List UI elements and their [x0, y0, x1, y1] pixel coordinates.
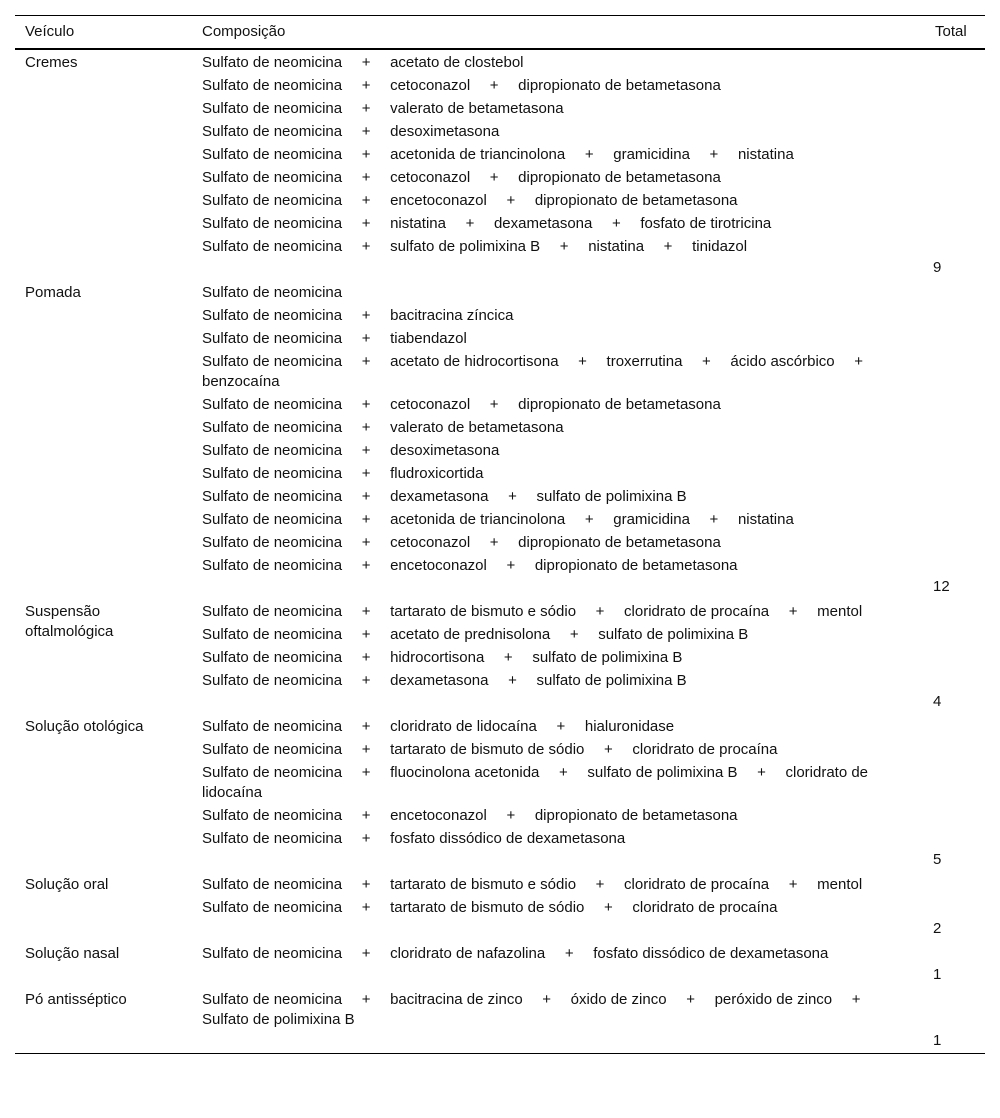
- ingredient: valerato de betametasona: [390, 100, 564, 117]
- ingredient: nistatina: [737, 146, 794, 163]
- ingredient: cetoconazol: [390, 169, 471, 186]
- plus-separator: +: [361, 146, 371, 163]
- plus-separator: +: [508, 672, 517, 689]
- ingredient: dexametasona: [390, 672, 489, 689]
- ingredient: sulfato de polimixina B: [587, 764, 738, 781]
- total-cell: 4: [933, 693, 942, 710]
- composition-line: [202, 53, 915, 73]
- plus-separator: +: [361, 557, 371, 574]
- ingredient: encetoconazol: [390, 807, 487, 824]
- ingredient: fluocinolona acetonida: [390, 764, 540, 781]
- ingredient: Sulfato de neomicina: [202, 146, 343, 163]
- ingredient: Sulfato de neomicina: [202, 123, 343, 140]
- table-row: [15, 872, 985, 941]
- composition-table: [15, 15, 985, 1054]
- plus-separator: +: [361, 718, 371, 735]
- ingredient: acetonida de triancinolona: [390, 146, 566, 163]
- plus-separator: +: [361, 54, 371, 71]
- plus-separator: +: [851, 991, 861, 1008]
- composition-cell: [192, 599, 925, 714]
- composition-line: [202, 717, 915, 737]
- ingredient: Sulfato de neomicina: [202, 557, 343, 574]
- composition-line: [202, 214, 915, 234]
- ingredient: Sulfato de neomicina: [202, 169, 343, 186]
- ingredient: Sulfato de neomicina: [202, 899, 343, 916]
- composition-line: [202, 806, 915, 826]
- ingredient: encetoconazol: [390, 557, 487, 574]
- plus-separator: +: [578, 353, 587, 370]
- plus-separator: +: [361, 603, 371, 620]
- plus-separator: +: [584, 146, 594, 163]
- vehicle-cell: Suspensão oftalmológica: [25, 603, 114, 640]
- plus-separator: +: [686, 991, 695, 1008]
- ingredient: fosfato de tirotricina: [640, 215, 772, 232]
- plus-separator: +: [489, 396, 499, 413]
- ingredient: hidrocortisona: [390, 649, 485, 666]
- ingredient: dexametasona: [493, 215, 593, 232]
- ingredient: encetoconazol: [390, 192, 487, 209]
- plus-separator: +: [506, 807, 516, 824]
- ingredient: fosfato dissódico de dexametasona: [390, 830, 626, 847]
- ingredient: cloridrato de nafazolina: [390, 945, 546, 962]
- ingredient: acetato de clostebol: [390, 54, 524, 71]
- table-row: [15, 714, 985, 872]
- plus-separator: +: [709, 146, 719, 163]
- ingredient: Sulfato de neomicina: [202, 764, 343, 781]
- ingredient: sulfato de polimixina B: [532, 649, 683, 666]
- ingredient: tartarato de bismuto e sódio: [390, 603, 577, 620]
- total-cell: 1: [933, 966, 942, 983]
- ingredient: acetato de prednisolona: [390, 626, 551, 643]
- composition-line: [202, 740, 915, 760]
- ingredient: gramicidina: [613, 511, 690, 528]
- ingredient: fludroxicortida: [390, 465, 484, 482]
- plus-separator: +: [595, 876, 605, 893]
- ingredient: cetoconazol: [390, 77, 471, 94]
- ingredient: bacitracina zíncica: [390, 307, 514, 324]
- plus-separator: +: [709, 511, 719, 528]
- plus-separator: +: [361, 672, 371, 689]
- ingredient: tartarato de bismuto de sódio: [390, 899, 585, 916]
- composition-cell: [192, 987, 925, 1054]
- composition-line: [202, 898, 915, 918]
- plus-separator: +: [854, 353, 864, 370]
- ingredient: Sulfato de neomicina: [202, 741, 343, 758]
- plus-separator: +: [788, 876, 798, 893]
- composition-cell: [192, 872, 925, 941]
- plus-separator: +: [361, 419, 371, 436]
- ingredient: desoximetasona: [390, 442, 500, 459]
- ingredient: cloridrato de procaína: [632, 741, 778, 758]
- composition-line: [202, 145, 915, 165]
- ingredient: ácido ascórbico: [730, 353, 835, 370]
- ingredient: dipropionato de betametasona: [518, 534, 721, 551]
- ingredient: sulfato de polimixina B: [536, 672, 687, 689]
- ingredient: dipropionato de betametasona: [518, 169, 721, 186]
- plus-separator: +: [542, 991, 552, 1008]
- ingredient: Sulfato de neomicina: [202, 353, 343, 370]
- plus-separator: +: [569, 626, 579, 643]
- ingredient: Sulfato de neomicina: [202, 238, 343, 255]
- ingredient: troxerrutina: [606, 353, 683, 370]
- plus-separator: +: [508, 488, 517, 505]
- ingredient: fosfato dissódico de dexametasona: [593, 945, 829, 962]
- ingredient: gramicidina: [613, 146, 690, 163]
- plus-separator: +: [361, 945, 371, 962]
- header-composition: Composição: [202, 23, 286, 40]
- ingredient: Sulfato de neomicina: [202, 534, 343, 551]
- table-row: [15, 280, 985, 599]
- ingredient: peróxido de zinco: [714, 991, 833, 1008]
- composition-line: [202, 648, 915, 668]
- composition-cell: [192, 280, 925, 599]
- plus-separator: +: [611, 215, 621, 232]
- plus-separator: +: [559, 238, 569, 255]
- ingredient: Sulfato de neomicina: [202, 330, 343, 347]
- ingredient: Sulfato de polimixina B: [202, 1011, 355, 1028]
- composition-cell: [192, 49, 925, 280]
- ingredient: Sulfato de neomicina: [202, 511, 343, 528]
- plus-separator: +: [506, 557, 516, 574]
- ingredient: cloridrato de procaína: [632, 899, 778, 916]
- plus-separator: +: [604, 741, 613, 758]
- plus-separator: +: [361, 396, 371, 413]
- plus-separator: +: [702, 353, 711, 370]
- composition-line: [202, 487, 915, 507]
- composition-line: [202, 464, 915, 484]
- ingredient: tiabendazol: [390, 330, 467, 347]
- vehicle-cell: Cremes: [25, 54, 78, 71]
- ingredient: valerato de betametasona: [390, 419, 564, 436]
- ingredient: Sulfato de neomicina: [202, 77, 343, 94]
- plus-separator: +: [361, 534, 371, 551]
- plus-separator: +: [489, 534, 499, 551]
- ingredient: dipropionato de betametasona: [534, 557, 738, 574]
- ingredient: tartarato de bismuto e sódio: [390, 876, 577, 893]
- composition-line: [202, 76, 915, 96]
- ingredient: nistatina: [737, 511, 794, 528]
- vehicle-cell: Solução oral: [25, 876, 109, 893]
- ingredient: desoximetasona: [390, 123, 500, 140]
- composition-line: [202, 990, 915, 1030]
- composition-line: [202, 283, 915, 303]
- plus-separator: +: [506, 192, 516, 209]
- composition-line: [202, 625, 915, 645]
- ingredient: hialuronidase: [584, 718, 675, 735]
- composition-line: [202, 395, 915, 415]
- ingredient: tinidazol: [692, 238, 748, 255]
- composition-line: [202, 329, 915, 349]
- vehicle-cell: Solução nasal: [25, 945, 120, 962]
- plus-separator: +: [361, 649, 371, 666]
- plus-separator: +: [361, 626, 371, 643]
- total-cell: 9: [933, 259, 942, 276]
- plus-separator: +: [361, 238, 371, 255]
- plus-separator: +: [361, 764, 371, 781]
- ingredient: Sulfato de neomicina: [202, 649, 343, 666]
- ingredient: cetoconazol: [390, 534, 471, 551]
- plus-separator: +: [503, 649, 513, 666]
- ingredient: Sulfato de neomicina: [202, 672, 343, 689]
- ingredient: cloridrato de procaína: [624, 603, 770, 620]
- table-row: [15, 599, 985, 714]
- plus-separator: +: [361, 488, 371, 505]
- header-total: Total: [935, 23, 967, 40]
- plus-separator: +: [604, 899, 613, 916]
- table-row: [15, 941, 985, 987]
- total-cell: 5: [933, 851, 942, 868]
- composition-line: [202, 122, 915, 142]
- ingredient: cloridrato de lidocaína: [202, 764, 869, 801]
- ingredient: sulfato de polimixina B: [598, 626, 749, 643]
- ingredient: Sulfato de neomicina: [202, 488, 343, 505]
- plus-separator: +: [361, 307, 371, 324]
- plus-separator: +: [361, 330, 371, 347]
- plus-separator: +: [564, 945, 574, 962]
- ingredient: Sulfato de neomicina: [202, 626, 343, 643]
- plus-separator: +: [361, 511, 371, 528]
- ingredient: acetonida de triancinolona: [390, 511, 566, 528]
- composition-line: [202, 556, 915, 576]
- table-row: [15, 49, 985, 280]
- composition-line: [202, 352, 915, 392]
- vehicle-cell: Solução otológica: [25, 718, 144, 735]
- composition-line: [202, 191, 915, 211]
- ingredient: tartarato de bismuto de sódio: [390, 741, 585, 758]
- ingredient: sulfato de polimixina B: [390, 238, 541, 255]
- plus-separator: +: [584, 511, 594, 528]
- table-row: [15, 987, 985, 1054]
- composition-line: [202, 533, 915, 553]
- total-cell: 2: [933, 920, 942, 937]
- plus-separator: +: [757, 764, 766, 781]
- composition-line: [202, 99, 915, 119]
- ingredient: óxido de zinco: [570, 991, 667, 1008]
- plus-separator: +: [465, 215, 475, 232]
- ingredient: dipropionato de betametasona: [534, 192, 738, 209]
- ingredient: nistatina: [588, 238, 645, 255]
- ingredient: Sulfato de neomicina: [202, 192, 343, 209]
- ingredient: Sulfato de neomicina: [202, 991, 343, 1008]
- ingredient: mentol: [817, 876, 863, 893]
- plus-separator: +: [361, 353, 371, 370]
- plus-separator: +: [788, 603, 798, 620]
- plus-separator: +: [663, 238, 673, 255]
- ingredient: nistatina: [390, 215, 446, 232]
- ingredient: Sulfato de neomicina: [202, 307, 343, 324]
- composition-line: [202, 418, 915, 438]
- ingredient: bacitracina de zinco: [390, 991, 523, 1008]
- composition-line: [202, 671, 915, 691]
- plus-separator: +: [361, 123, 371, 140]
- ingredient: cetoconazol: [390, 396, 471, 413]
- plus-separator: +: [489, 77, 499, 94]
- table-body: [15, 49, 985, 1054]
- plus-separator: +: [556, 718, 566, 735]
- ingredient: Sulfato de neomicina: [202, 718, 343, 735]
- plus-separator: +: [595, 603, 605, 620]
- plus-separator: +: [361, 741, 371, 758]
- ingredient: Sulfato de neomicina: [202, 603, 343, 620]
- ingredient: benzocaína: [202, 373, 280, 390]
- ingredient: Sulfato de neomicina: [202, 100, 343, 117]
- plus-separator: +: [361, 442, 371, 459]
- ingredient: Sulfato de neomicina: [202, 876, 343, 893]
- plus-separator: +: [361, 876, 371, 893]
- plus-separator: +: [361, 899, 371, 916]
- plus-separator: +: [361, 830, 371, 847]
- plus-separator: +: [489, 169, 499, 186]
- ingredient: Sulfato de neomicina: [202, 807, 343, 824]
- composition-line: [202, 829, 915, 849]
- ingredient: mentol: [817, 603, 863, 620]
- ingredient: cloridrato de procaína: [624, 876, 770, 893]
- plus-separator: +: [361, 807, 371, 824]
- ingredient: dipropionato de betametasona: [518, 396, 721, 413]
- plus-separator: +: [361, 215, 371, 232]
- header-vehicle: Veículo: [25, 23, 75, 40]
- ingredient: Sulfato de neomicina: [202, 284, 343, 301]
- composition-cell: [192, 941, 925, 987]
- ingredient: cloridrato de lidocaína: [390, 718, 537, 735]
- composition-line: [202, 944, 915, 964]
- composition-line: [202, 306, 915, 326]
- plus-separator: +: [361, 100, 371, 117]
- ingredient: dipropionato de betametasona: [518, 77, 721, 94]
- ingredient: Sulfato de neomicina: [202, 465, 343, 482]
- composition-cell: [192, 714, 925, 872]
- ingredient: dipropionato de betametasona: [534, 807, 738, 824]
- plus-separator: +: [361, 465, 371, 482]
- ingredient: Sulfato de neomicina: [202, 830, 343, 847]
- total-cell: 12: [933, 578, 950, 595]
- plus-separator: +: [361, 192, 371, 209]
- composition-line: [202, 168, 915, 188]
- ingredient: acetato de hidrocortisona: [390, 353, 559, 370]
- composition-line: [202, 237, 915, 257]
- total-cell: 1: [933, 1032, 942, 1049]
- ingredient: Sulfato de neomicina: [202, 419, 343, 436]
- ingredient: Sulfato de neomicina: [202, 945, 343, 962]
- ingredient: Sulfato de neomicina: [202, 442, 343, 459]
- ingredient: Sulfato de neomicina: [202, 54, 343, 71]
- vehicle-cell: Pó antisséptico: [25, 991, 127, 1008]
- table-header-row: [15, 16, 985, 50]
- plus-separator: +: [559, 764, 568, 781]
- ingredient: Sulfato de neomicina: [202, 396, 343, 413]
- vehicle-cell: Pomada: [25, 284, 81, 301]
- ingredient: sulfato de polimixina B: [536, 488, 687, 505]
- plus-separator: +: [361, 169, 371, 186]
- composition-line: [202, 875, 915, 895]
- composition-line: [202, 441, 915, 461]
- ingredient: Sulfato de neomicina: [202, 215, 343, 232]
- plus-separator: +: [361, 991, 371, 1008]
- ingredient: dexametasona: [390, 488, 489, 505]
- plus-separator: +: [361, 77, 371, 94]
- composition-line: [202, 763, 915, 803]
- composition-line: [202, 510, 915, 530]
- composition-line: [202, 602, 915, 622]
